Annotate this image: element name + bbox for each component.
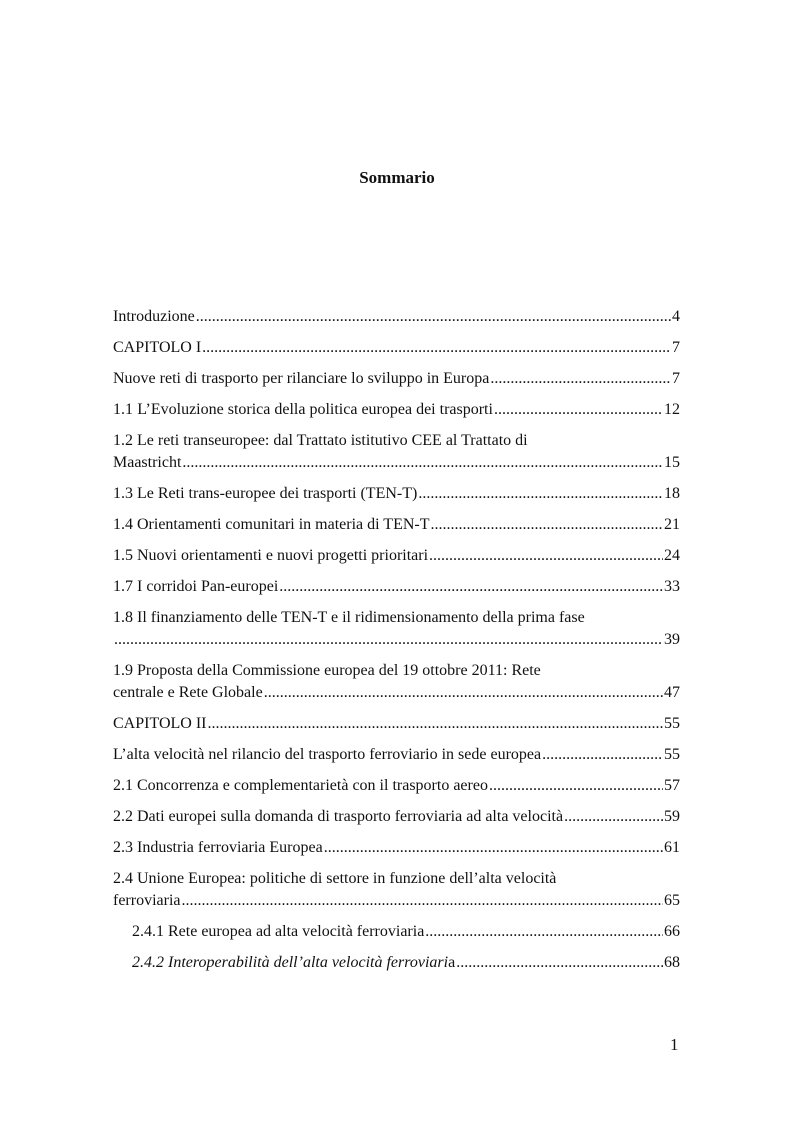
toc-entry[interactable] bbox=[113, 399, 680, 421]
toc-page-number: 59 bbox=[664, 808, 680, 825]
toc-entry-text: L’alta velocità nel rilancio del trasporto ferroviario in sede europea bbox=[113, 746, 542, 763]
toc-entry[interactable] bbox=[113, 607, 680, 651]
dot-leader bbox=[114, 629, 663, 651]
toc-entry-text: 2.2 Dati europei sulla domanda di trasporto ferroviaria ad alta velocità bbox=[113, 808, 564, 825]
toc-entry-text: centrale e Rete Globale bbox=[113, 684, 263, 701]
toc-page-number: 55 bbox=[664, 715, 680, 732]
toc-entry[interactable] bbox=[113, 713, 680, 735]
toc-page-number: 7 bbox=[672, 370, 680, 387]
dot-leader bbox=[182, 890, 663, 912]
dot-leader bbox=[182, 452, 663, 474]
dot-leader bbox=[425, 921, 663, 943]
toc-entry[interactable] bbox=[113, 952, 680, 974]
toc-entry[interactable] bbox=[113, 921, 680, 943]
dot-leader bbox=[431, 514, 664, 536]
toc-entry[interactable] bbox=[113, 775, 680, 797]
toc-page-number: 4 bbox=[672, 308, 680, 325]
toc-entry[interactable] bbox=[113, 306, 680, 328]
toc-entry[interactable] bbox=[113, 868, 680, 912]
toc-page-number: 21 bbox=[664, 516, 680, 533]
toc-entry-text: 1.5 Nuovi orientamenti e nuovi progetti prioritari bbox=[113, 547, 429, 564]
dot-leader bbox=[279, 576, 663, 598]
toc-entry[interactable] bbox=[113, 545, 680, 567]
toc-entry-text: 2.4.1 Rete europea ad alta velocità ferroviaria bbox=[132, 923, 425, 940]
toc-entry-text: L’Evoluzione storica della politica europea dei trasporti bbox=[137, 401, 493, 418]
toc-entry[interactable] bbox=[113, 483, 680, 505]
toc-page-number: 47 bbox=[664, 684, 680, 701]
dot-leader bbox=[264, 682, 663, 704]
toc-entry-text: a bbox=[448, 954, 456, 971]
dot-leader bbox=[542, 744, 663, 766]
toc-page-number: 65 bbox=[664, 892, 680, 909]
dot-leader bbox=[196, 306, 671, 328]
toc-entry-text: Nuove reti di trasporto per rilanciare lo sviluppo in Europa bbox=[113, 370, 490, 387]
toc-entry[interactable] bbox=[113, 806, 680, 828]
toc-entry-first-line: 1.9 Proposta della Commissione europea del 19 ottobre 2011: Rete bbox=[113, 662, 541, 679]
toc-page-number: 68 bbox=[664, 954, 680, 971]
toc-page-number: 24 bbox=[664, 547, 680, 564]
dot-leader bbox=[202, 337, 671, 359]
toc-entry[interactable] bbox=[113, 837, 680, 859]
toc-page-number: 15 bbox=[664, 454, 680, 471]
toc-entry-text: 1.4 Orientamenti comunitari in materia di TEN-T bbox=[113, 516, 430, 533]
toc-entry-text: 2.3 Industria ferroviaria Europea bbox=[113, 839, 323, 856]
page-number: 1 bbox=[670, 1035, 679, 1054]
toc-entry[interactable] bbox=[113, 514, 680, 536]
toc-page-number: 66 bbox=[664, 923, 680, 940]
toc-entry-text: Introduzione bbox=[113, 308, 195, 325]
toc-page-number: 18 bbox=[664, 485, 680, 502]
dot-leader bbox=[456, 952, 663, 974]
dot-leader bbox=[490, 368, 671, 390]
toc-entry-text: CAPITOLO II bbox=[113, 715, 207, 732]
dot-leader bbox=[418, 483, 663, 505]
toc-page-number: 39 bbox=[664, 631, 680, 648]
toc-entry[interactable] bbox=[113, 660, 680, 704]
toc-page-number: 12 bbox=[664, 401, 680, 418]
toc-entry[interactable] bbox=[113, 744, 680, 766]
dot-leader bbox=[429, 545, 663, 567]
table-of-contents bbox=[113, 306, 680, 974]
dot-leader bbox=[564, 806, 663, 828]
toc-entry[interactable] bbox=[113, 337, 680, 359]
toc-entry[interactable] bbox=[113, 430, 680, 474]
toc-entry[interactable] bbox=[113, 368, 680, 390]
toc-page-number: 33 bbox=[664, 578, 680, 595]
toc-entry-text: 1.7 I corridoi Pan-europei bbox=[113, 578, 279, 595]
toc-page-number: 55 bbox=[664, 746, 680, 763]
toc-entry-text: CAPITOLO I bbox=[113, 339, 202, 356]
toc-entry-text: ferroviaria bbox=[113, 892, 181, 909]
toc-entry[interactable] bbox=[113, 576, 680, 598]
dot-leader bbox=[489, 775, 663, 797]
dot-leader bbox=[494, 399, 663, 421]
dot-leader bbox=[207, 713, 663, 735]
toc-page-number: 61 bbox=[664, 839, 680, 856]
toc-entry-text-italic: 2.4.2 Interoperabilità dell’alta velocità ferroviari bbox=[132, 954, 449, 971]
toc-page-number: 57 bbox=[664, 777, 680, 794]
toc-entry-text: Maastricht bbox=[113, 454, 182, 471]
toc-entry-first-line: 1.8 Il finanziamento delle TEN-T e il ridimensionamento della prima fase bbox=[113, 609, 585, 626]
toc-entry-first-line: 1.2 Le reti transeuropee: dal Trattato istitutivo CEE al Trattato di bbox=[113, 432, 528, 449]
toc-page-number: 7 bbox=[672, 339, 680, 356]
page-title: Sommario bbox=[359, 168, 435, 187]
dot-leader bbox=[324, 837, 663, 859]
toc-entry-text: 1.3 Le Reti trans-europee dei trasporti (TEN-T) bbox=[113, 485, 418, 502]
toc-entry-number: 1.1 bbox=[113, 401, 133, 418]
toc-entry-first-line: 2.4 Unione Europea: politiche di settore in funzione dell’alta velocità bbox=[113, 870, 557, 887]
toc-entry-text: 2.1 Concorrenza e complementarietà con il trasporto aereo bbox=[113, 777, 488, 794]
